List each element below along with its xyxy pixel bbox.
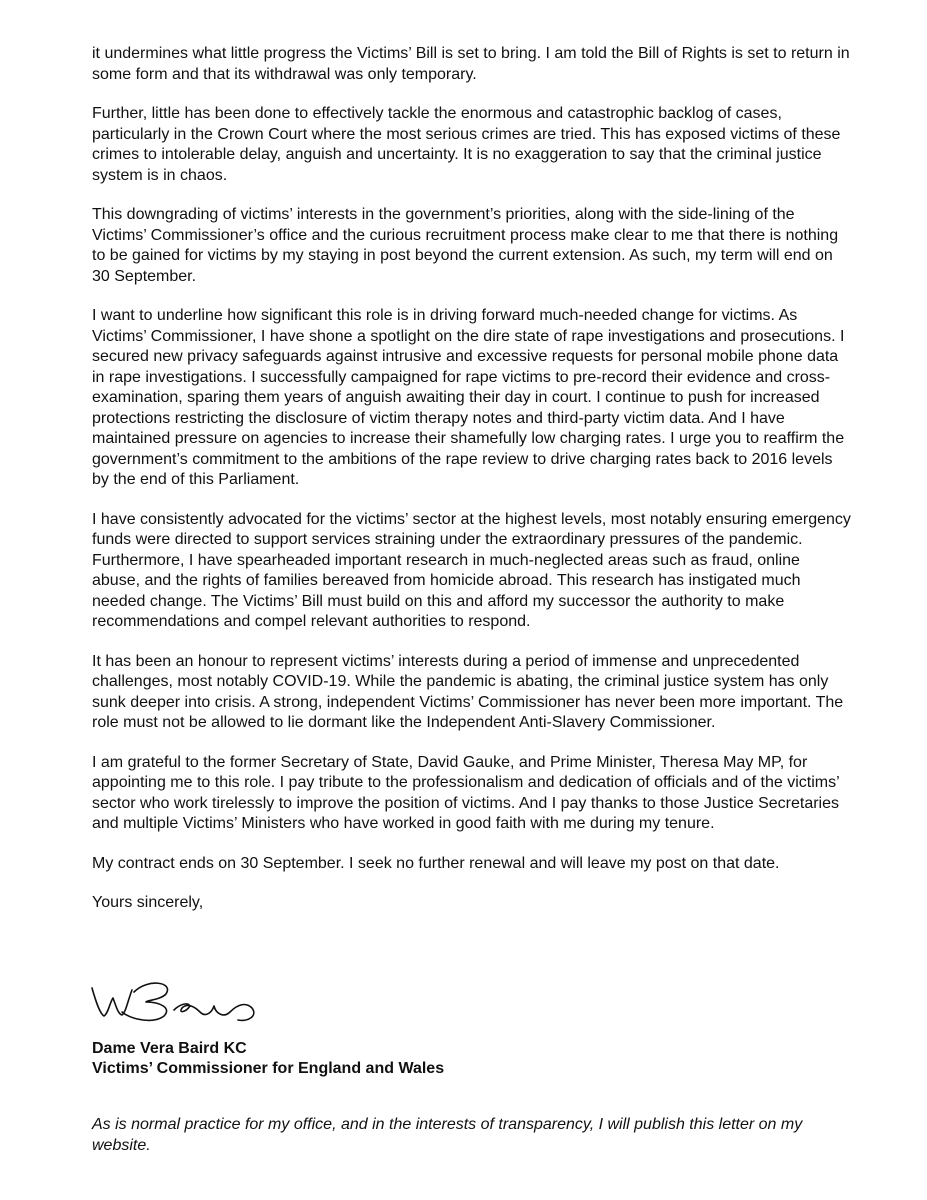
paragraph-1: it undermines what little progress the Victims’ Bill is set to bring. I am told the Bill of Rights is set to return in some form and that its withdrawal was only temporary. [92,45,850,83]
transparency-note: As is normal practice for my office, and in the interests of transparency, I will publish this letter on my website. [92,1116,803,1154]
signatory-title: Victims’ Commissioner for England and Wales [92,1060,445,1077]
paragraph-7: I am grateful to the former Secretary of State, David Gauke, and Prime Minister, Theresa May MP, for appointing me to this role. I pay tribute to the professionalism and dedication of officials and of the victims’ sector who work tirelessly to improve the position of victims. And I pay thanks to those Justice Secretaries and multiple Victims’ Ministers who have worked in good faith with me during my tenure. [92,753,840,832]
letter-body [92,44,852,914]
paragraph-3: This downgrading of victims’ interests in the government’s priorities, along with the side-lining of the Victims’ Commissioner’s office and the curious recruitment process make clear to me that there is nothing to be gained for victims by my staying in post beyond the current extension. As such, my term will end on 30 September. [92,206,839,285]
handwritten-signature [88,972,288,1034]
signatory-name: Dame Vera Baird KC [92,1040,247,1057]
paragraph-5: I have consistently advocated for the victims’ sector at the highest levels, most notably ensuring emergency funds were directed to support services straining under the extraordinary pressures of the pandemic. Furthermore, I have spearheaded important research in much-neglected areas such as fraud, online abuse, and the rights of families bereaved from homicide abroad. This research has instigated much needed change. The Victims’ Bill must build on this and afford my successor the authority to make recommendations and compel relevant authorities to respond. [92,510,851,630]
paragraph-6: It has been an honour to represent victims’ interests during a period of immense and unprecedented challenges, most notably COVID-19. While the pandemic is abating, the criminal justice system has only sunk deeper into crisis. A strong, independent Victims’ Commissioner has never been more important. The role must not be allowed to lie dormant like the Independent Anti-Slavery Commissioner. [92,652,844,731]
paragraph-4: I want to underline how significant this role is in driving forward much-needed change for victims. As Victims’ Commissioner, I have shone a spotlight on the dire state of rape investigations and prosecutions. I secured new privacy safeguards against intrusive and excessive requests for personal mobile phone data in rape investigations. I successfully campaigned for rape victims to pre-record their evidence and cross-examination, sparing them years of anguish awaiting their day in court. I continue to push for increased protections restricting the disclosure of victim therapy notes and third-party victim data. And I have maintained pressure on agencies to increase their shamefully low charging rates. I urge you to reaffirm the government’s commitment to the ambitions of the rape review to drive charging rates back to 2016 levels by the end of this Parliament. [92,307,845,488]
paragraph-8: My contract ends on 30 September. I seek no further renewal and will leave my post on that date. [92,854,780,872]
closing-salutation: Yours sincerely, [92,894,204,911]
paragraph-2: Further, little has been done to effectively tackle the enormous and catastrophic backlog of cases, particularly in the Crown Court where the most serious crimes are tried. This has exposed victims of these crimes to intolerable delay, anguish and uncertainty. It is no exaggeration to say that the criminal justice system is in chaos. [92,105,841,184]
